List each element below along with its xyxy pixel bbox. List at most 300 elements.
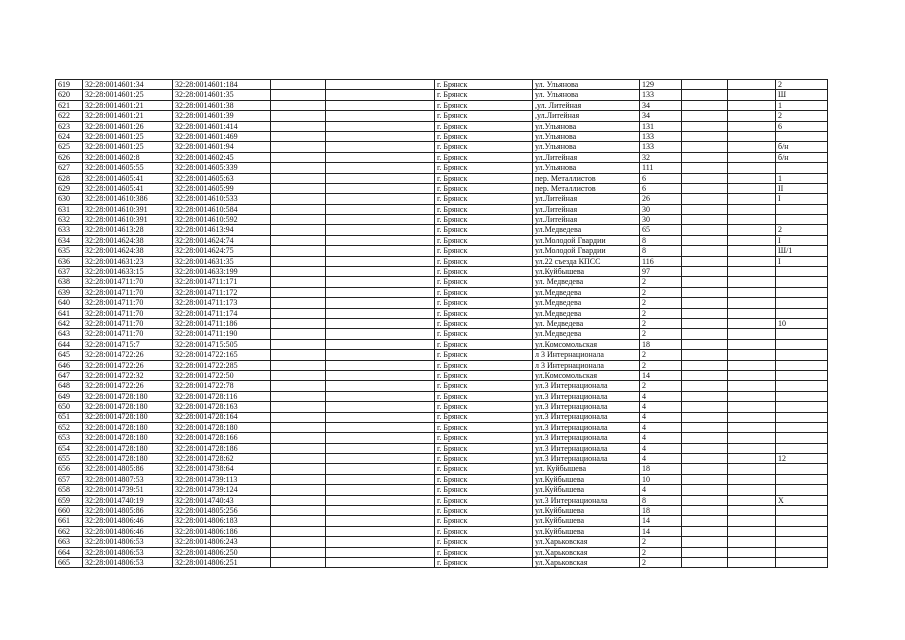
table-row <box>56 495 828 505</box>
cadastral-number-1: 32:28:0014633:15 <box>83 267 173 277</box>
house-cell: 18 <box>640 506 682 516</box>
empty-cell <box>326 516 435 526</box>
empty-cell <box>271 131 326 141</box>
city-cell: г. Брянск <box>435 547 533 557</box>
empty-cell <box>271 287 326 297</box>
cadastral-number-2: 32:28:0014715:505 <box>173 339 271 349</box>
house-cell: 30 <box>640 204 682 214</box>
empty-cell <box>326 506 435 516</box>
extra-cell: 2 <box>776 111 828 121</box>
cadastral-number-1: 32:28:0014711:70 <box>83 298 173 308</box>
cadastral-number-1: 32:28:0014601:25 <box>83 131 173 141</box>
city-cell: г. Брянск <box>435 495 533 505</box>
cadastral-number-2: 32:28:0014601:184 <box>173 80 271 90</box>
cadastral-number-2: 32:28:0014711:173 <box>173 298 271 308</box>
empty-cell <box>728 152 776 162</box>
cadastral-number-1: 32:28:0014728:180 <box>83 454 173 464</box>
table-row <box>56 121 828 131</box>
table-row <box>56 173 828 183</box>
street-cell: ул.3 Интернационала <box>533 422 640 432</box>
empty-cell <box>326 412 435 422</box>
row-number: 638 <box>56 277 83 287</box>
empty-cell <box>271 557 326 567</box>
empty-cell <box>728 256 776 266</box>
empty-cell <box>326 391 435 401</box>
empty-cell <box>728 485 776 495</box>
extra-cell <box>776 485 828 495</box>
empty-cell <box>682 90 728 100</box>
extra-cell <box>776 506 828 516</box>
empty-cell <box>728 111 776 121</box>
cadastral-number-2: 32:28:0014722:50 <box>173 370 271 380</box>
table-row <box>56 131 828 141</box>
table-row <box>56 329 828 339</box>
table-row <box>56 235 828 245</box>
empty-cell <box>728 433 776 443</box>
empty-cell <box>682 308 728 318</box>
row-number: 646 <box>56 360 83 370</box>
empty-cell <box>326 256 435 266</box>
cadastral-number-2: 32:28:0014605:339 <box>173 163 271 173</box>
cadastral-number-2: 32:28:0014601:35 <box>173 90 271 100</box>
empty-cell <box>682 298 728 308</box>
empty-cell <box>728 506 776 516</box>
cadastral-number-1: 32:28:0014601:21 <box>83 111 173 121</box>
empty-cell <box>682 422 728 432</box>
empty-cell <box>271 474 326 484</box>
street-cell: ул.Комсомольская <box>533 370 640 380</box>
street-cell: ул.Комсомольская <box>533 339 640 349</box>
table-row <box>56 537 828 547</box>
empty-cell <box>271 90 326 100</box>
empty-cell <box>682 360 728 370</box>
cadastral-number-2: 32:28:0014631:35 <box>173 256 271 266</box>
city-cell: г. Брянск <box>435 225 533 235</box>
empty-cell <box>682 287 728 297</box>
row-number: 651 <box>56 412 83 422</box>
cadastral-number-2: 32:28:0014711:190 <box>173 329 271 339</box>
empty-cell <box>682 329 728 339</box>
city-cell: г. Брянск <box>435 474 533 484</box>
cadastral-number-2: 32:28:0014610:584 <box>173 204 271 214</box>
extra-cell <box>776 131 828 141</box>
cadastral-number-1: 32:28:0014631:23 <box>83 256 173 266</box>
empty-cell <box>271 183 326 193</box>
empty-cell <box>682 80 728 90</box>
empty-cell <box>682 402 728 412</box>
cadastral-number-2: 32:28:0014601:94 <box>173 142 271 152</box>
house-cell: 2 <box>640 329 682 339</box>
cadastral-number-1: 32:28:0014805:86 <box>83 464 173 474</box>
empty-cell <box>728 422 776 432</box>
extra-cell <box>776 215 828 225</box>
row-number: 662 <box>56 526 83 536</box>
empty-cell <box>728 381 776 391</box>
cadastral-number-1: 32:28:0014806:46 <box>83 526 173 536</box>
street-cell: ул.Литейная <box>533 204 640 214</box>
house-cell: 2 <box>640 537 682 547</box>
empty-cell <box>326 433 435 443</box>
row-number: 633 <box>56 225 83 235</box>
empty-cell <box>326 225 435 235</box>
empty-cell <box>728 329 776 339</box>
row-number: 623 <box>56 121 83 131</box>
empty-cell <box>271 391 326 401</box>
empty-cell <box>728 464 776 474</box>
city-cell: г. Брянск <box>435 246 533 256</box>
house-cell: 116 <box>640 256 682 266</box>
cadastral-number-1: 32:28:0014711:70 <box>83 277 173 287</box>
city-cell: г. Брянск <box>435 100 533 110</box>
extra-cell: X <box>776 495 828 505</box>
street-cell: ул.Молодой Гвардии <box>533 235 640 245</box>
empty-cell <box>682 267 728 277</box>
row-number: 659 <box>56 495 83 505</box>
extra-cell: 12 <box>776 454 828 464</box>
table-row <box>56 506 828 516</box>
house-cell: 129 <box>640 80 682 90</box>
empty-cell <box>728 287 776 297</box>
cadastral-number-1: 32:28:0014728:180 <box>83 402 173 412</box>
row-number: 635 <box>56 246 83 256</box>
cadastral-number-1: 32:28:0014711:70 <box>83 329 173 339</box>
city-cell: г. Брянск <box>435 173 533 183</box>
row-number: 654 <box>56 443 83 453</box>
city-cell: г. Брянск <box>435 111 533 121</box>
house-cell: 4 <box>640 433 682 443</box>
house-cell: 14 <box>640 516 682 526</box>
cadastral-number-1: 32:28:0014806:46 <box>83 516 173 526</box>
empty-cell <box>271 443 326 453</box>
street-cell: ул.Куйбышева <box>533 267 640 277</box>
empty-cell <box>728 557 776 567</box>
empty-cell <box>326 350 435 360</box>
empty-cell <box>728 516 776 526</box>
empty-cell <box>271 350 326 360</box>
empty-cell <box>728 308 776 318</box>
house-cell: 133 <box>640 142 682 152</box>
empty-cell <box>728 547 776 557</box>
street-cell: ул. Ульянова <box>533 90 640 100</box>
cadastral-number-2: 32:28:0014739:124 <box>173 485 271 495</box>
house-cell: 4 <box>640 412 682 422</box>
empty-cell <box>271 100 326 110</box>
city-cell: г. Брянск <box>435 80 533 90</box>
table-row <box>56 183 828 193</box>
table-row <box>56 90 828 100</box>
row-number: 661 <box>56 516 83 526</box>
empty-cell <box>326 267 435 277</box>
street-cell: ул.Медведева <box>533 298 640 308</box>
empty-cell <box>728 412 776 422</box>
street-cell: л 3 Интернационала <box>533 350 640 360</box>
empty-cell <box>326 121 435 131</box>
house-cell: 97 <box>640 267 682 277</box>
city-cell: г. Брянск <box>435 412 533 422</box>
cadastral-number-2: 32:28:0014602:45 <box>173 152 271 162</box>
house-cell: 2 <box>640 350 682 360</box>
street-cell: ул.Куйбышева <box>533 526 640 536</box>
cadastral-number-2: 32:28:0014739:113 <box>173 474 271 484</box>
empty-cell <box>326 318 435 328</box>
extra-cell: I <box>776 256 828 266</box>
cadastral-number-2: 32:28:0014806:251 <box>173 557 271 567</box>
row-number: 619 <box>56 80 83 90</box>
cadastral-number-1: 32:28:0014610:391 <box>83 215 173 225</box>
city-cell: г. Брянск <box>435 121 533 131</box>
empty-cell <box>728 163 776 173</box>
extra-cell <box>776 277 828 287</box>
empty-cell <box>682 163 728 173</box>
cadastral-number-1: 32:28:0014610:391 <box>83 204 173 214</box>
city-cell: г. Брянск <box>435 350 533 360</box>
empty-cell <box>326 80 435 90</box>
row-number: 652 <box>56 422 83 432</box>
street-cell: ул.3 Интернационала <box>533 433 640 443</box>
cadastral-number-1: 32:28:0014605:41 <box>83 183 173 193</box>
house-cell: 4 <box>640 402 682 412</box>
row-number: 628 <box>56 173 83 183</box>
cadastral-number-2: 32:28:0014711:172 <box>173 287 271 297</box>
empty-cell <box>271 537 326 547</box>
street-cell: ул.3 Интернационала <box>533 454 640 464</box>
empty-cell <box>682 277 728 287</box>
empty-cell <box>728 204 776 214</box>
row-number: 620 <box>56 90 83 100</box>
house-cell: 14 <box>640 370 682 380</box>
cadastral-number-2: 32:28:0014601:414 <box>173 121 271 131</box>
empty-cell <box>682 183 728 193</box>
empty-cell <box>682 433 728 443</box>
extra-cell <box>776 267 828 277</box>
extra-cell: 6 <box>776 121 828 131</box>
street-cell: ул. Куйбышева <box>533 464 640 474</box>
extra-cell <box>776 537 828 547</box>
house-cell: 131 <box>640 121 682 131</box>
house-cell: 30 <box>640 215 682 225</box>
empty-cell <box>728 443 776 453</box>
city-cell: г. Брянск <box>435 329 533 339</box>
empty-cell <box>271 194 326 204</box>
cadastral-number-2: 32:28:0014728:164 <box>173 412 271 422</box>
row-number: 626 <box>56 152 83 162</box>
empty-cell <box>271 485 326 495</box>
cadastral-number-2: 32:28:0014728:166 <box>173 433 271 443</box>
city-cell: г. Брянск <box>435 433 533 443</box>
empty-cell <box>682 526 728 536</box>
empty-cell <box>728 90 776 100</box>
empty-cell <box>271 277 326 287</box>
empty-cell <box>326 215 435 225</box>
table-row <box>56 526 828 536</box>
city-cell: г. Брянск <box>435 318 533 328</box>
cadastral-number-1: 32:28:0014711:70 <box>83 308 173 318</box>
empty-cell <box>271 495 326 505</box>
empty-cell <box>326 360 435 370</box>
row-number: 637 <box>56 267 83 277</box>
empty-cell <box>682 339 728 349</box>
empty-cell <box>326 547 435 557</box>
row-number: 625 <box>56 142 83 152</box>
city-cell: г. Брянск <box>435 526 533 536</box>
row-number: 649 <box>56 391 83 401</box>
empty-cell <box>682 454 728 464</box>
empty-cell <box>326 173 435 183</box>
empty-cell <box>728 246 776 256</box>
street-cell: ул.3 Интернационала <box>533 412 640 422</box>
extra-cell: б/н <box>776 152 828 162</box>
empty-cell <box>682 537 728 547</box>
street-cell: ул.3 Интернационала <box>533 495 640 505</box>
empty-cell <box>271 516 326 526</box>
street-cell: ул. Медведева <box>533 277 640 287</box>
extra-cell <box>776 350 828 360</box>
empty-cell <box>271 246 326 256</box>
empty-cell <box>682 204 728 214</box>
empty-cell <box>271 173 326 183</box>
empty-cell <box>682 557 728 567</box>
cadastral-number-1: 32:28:0014728:180 <box>83 412 173 422</box>
empty-cell <box>682 111 728 121</box>
street-cell: ул.3 Интернационала <box>533 443 640 453</box>
house-cell: 6 <box>640 183 682 193</box>
cadastral-number-2: 32:28:0014610:533 <box>173 194 271 204</box>
cadastral-number-1: 32:28:0014711:70 <box>83 287 173 297</box>
empty-cell <box>728 391 776 401</box>
empty-cell <box>682 474 728 484</box>
row-number: 645 <box>56 350 83 360</box>
city-cell: г. Брянск <box>435 339 533 349</box>
table-row <box>56 308 828 318</box>
empty-cell <box>682 495 728 505</box>
cadastral-number-1: 32:28:0014715:7 <box>83 339 173 349</box>
empty-cell <box>728 225 776 235</box>
empty-cell <box>682 547 728 557</box>
empty-cell <box>728 318 776 328</box>
row-number: 641 <box>56 308 83 318</box>
cadastral-number-2: 32:28:0014605:99 <box>173 183 271 193</box>
cadastral-number-1: 32:28:0014806:53 <box>83 547 173 557</box>
table-row <box>56 256 828 266</box>
empty-cell <box>326 287 435 297</box>
empty-cell <box>728 339 776 349</box>
empty-cell <box>682 370 728 380</box>
empty-cell <box>326 402 435 412</box>
empty-cell <box>326 381 435 391</box>
cadastral-number-2: 32:28:0014728:62 <box>173 454 271 464</box>
table-row <box>56 516 828 526</box>
empty-cell <box>682 152 728 162</box>
cadastral-number-1: 32:28:0014711:70 <box>83 318 173 328</box>
house-cell: 2 <box>640 287 682 297</box>
empty-cell <box>728 402 776 412</box>
cadastral-number-2: 32:28:0014624:74 <box>173 235 271 245</box>
empty-cell <box>326 495 435 505</box>
empty-cell <box>728 142 776 152</box>
city-cell: г. Брянск <box>435 131 533 141</box>
extra-cell <box>776 526 828 536</box>
empty-cell <box>271 235 326 245</box>
empty-cell <box>682 100 728 110</box>
extra-cell <box>776 412 828 422</box>
city-cell: г. Брянск <box>435 267 533 277</box>
extra-cell <box>776 433 828 443</box>
house-cell: 34 <box>640 100 682 110</box>
city-cell: г. Брянск <box>435 443 533 453</box>
row-number: 643 <box>56 329 83 339</box>
empty-cell <box>271 256 326 266</box>
cadastral-number-2: 32:28:0014728:180 <box>173 422 271 432</box>
empty-cell <box>682 485 728 495</box>
empty-cell <box>728 537 776 547</box>
row-number: 632 <box>56 215 83 225</box>
table-row <box>56 142 828 152</box>
empty-cell <box>682 142 728 152</box>
extra-cell <box>776 163 828 173</box>
city-cell: г. Брянск <box>435 308 533 318</box>
extra-cell <box>776 402 828 412</box>
row-number: 650 <box>56 402 83 412</box>
house-cell: 2 <box>640 547 682 557</box>
row-number: 658 <box>56 485 83 495</box>
house-cell: 18 <box>640 339 682 349</box>
empty-cell <box>271 464 326 474</box>
empty-cell <box>271 329 326 339</box>
empty-cell <box>326 298 435 308</box>
cadastral-number-2: 32:28:0014711:174 <box>173 308 271 318</box>
table-row <box>56 350 828 360</box>
empty-cell <box>271 412 326 422</box>
empty-cell <box>682 131 728 141</box>
cadastral-number-1: 32:28:0014805:86 <box>83 506 173 516</box>
cadastral-number-2: 32:28:0014633:199 <box>173 267 271 277</box>
empty-cell <box>271 318 326 328</box>
empty-cell <box>326 235 435 245</box>
empty-cell <box>728 454 776 464</box>
empty-cell <box>682 412 728 422</box>
house-cell: 4 <box>640 485 682 495</box>
table-row <box>56 474 828 484</box>
table-row <box>56 100 828 110</box>
extra-cell <box>776 391 828 401</box>
table-row <box>56 318 828 328</box>
empty-cell <box>682 350 728 360</box>
table-row <box>56 485 828 495</box>
extra-cell <box>776 308 828 318</box>
empty-cell <box>326 339 435 349</box>
empty-cell <box>271 402 326 412</box>
city-cell: г. Брянск <box>435 194 533 204</box>
extra-cell <box>776 422 828 432</box>
row-number: 624 <box>56 131 83 141</box>
street-cell: ,ул. Литейная <box>533 100 640 110</box>
empty-cell <box>326 204 435 214</box>
cadastral-number-1: 32:28:0014722:32 <box>83 370 173 380</box>
extra-cell: 1 <box>776 173 828 183</box>
house-cell: 6 <box>640 173 682 183</box>
table-row <box>56 360 828 370</box>
empty-cell <box>728 277 776 287</box>
house-cell: 2 <box>640 381 682 391</box>
empty-cell <box>326 90 435 100</box>
extra-cell <box>776 329 828 339</box>
street-cell: ул.Ульянова <box>533 121 640 131</box>
table-row <box>56 412 828 422</box>
extra-cell: 2 <box>776 80 828 90</box>
house-cell: 111 <box>640 163 682 173</box>
empty-cell <box>271 298 326 308</box>
table-row <box>56 277 828 287</box>
